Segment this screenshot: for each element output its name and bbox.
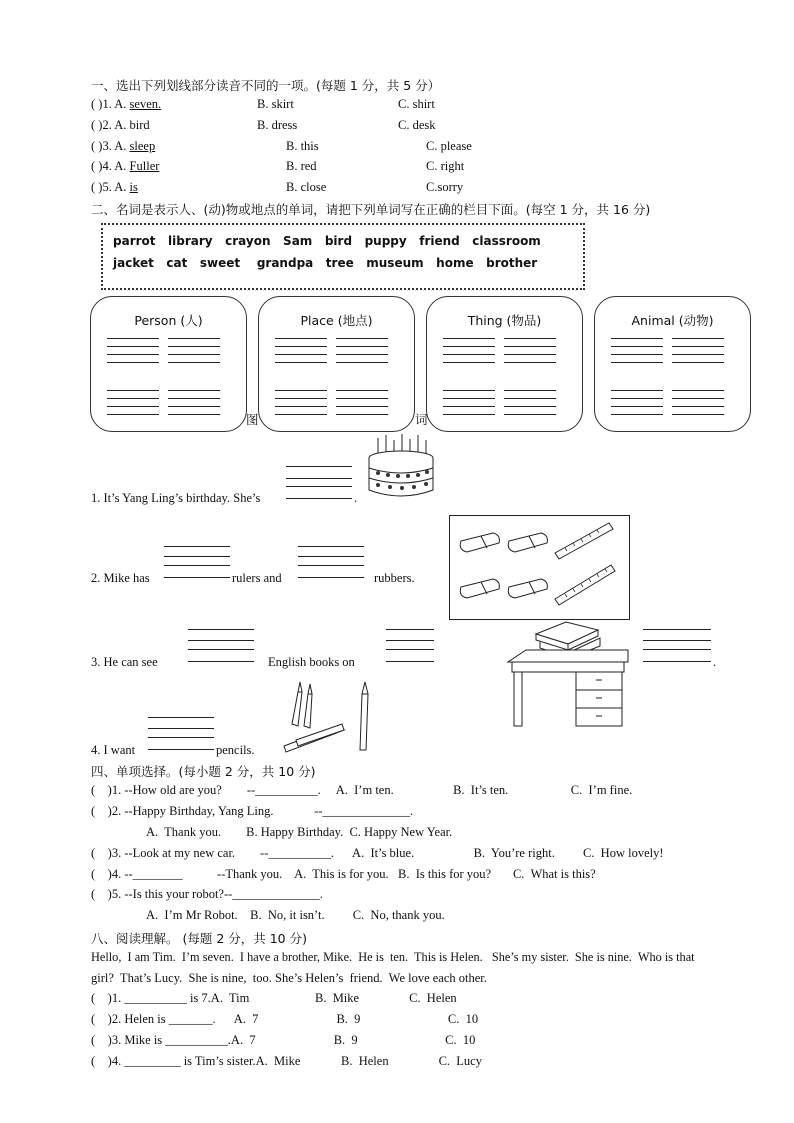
category-write-line[interactable] xyxy=(504,338,556,339)
section5-title: 八、阅读理解。 (每题 2 分，共 10 分) xyxy=(91,931,307,946)
section2-title: 二、名词是表示人、(动)物或地点的单词，请把下列单词写在正确的栏目下面。(每空 1 分，共 16 分) xyxy=(91,202,651,217)
category-write-line[interactable] xyxy=(504,390,556,391)
category-write-line[interactable] xyxy=(443,406,495,407)
category-write-line[interactable] xyxy=(336,398,388,399)
category-write-line[interactable] xyxy=(336,362,388,363)
q5-2: ( )2. Helen is _______. A. 7 B. 9 C. 10 xyxy=(91,1012,479,1026)
category-write-line[interactable] xyxy=(611,338,663,339)
q1-4-a: ( )4. A. Fuller xyxy=(91,159,160,173)
q3-3-line-1b[interactable] xyxy=(188,640,254,641)
reading-passage-line2: girl? That’s Lucy. She is nine, too. She’s Helen’s friend. We love each other. xyxy=(91,971,487,985)
q3-3-line-2a[interactable] xyxy=(386,629,434,630)
birthday-cake-image xyxy=(364,432,438,502)
category-write-line[interactable] xyxy=(107,390,159,391)
q4-5: ( )5. --Is this your robot?--______________. xyxy=(91,887,323,901)
q3-1-text: 1. It’s Yang Ling’s birthday. She’s xyxy=(91,491,261,505)
q3-3-line-1a[interactable] xyxy=(188,629,254,630)
q3-2-text-b: rulers and xyxy=(232,571,282,585)
q3-1-line-d[interactable] xyxy=(286,498,352,499)
rubbers-rulers-image xyxy=(449,515,630,620)
category-write-line[interactable] xyxy=(504,354,556,355)
category-write-line[interactable] xyxy=(275,398,327,399)
category-write-line[interactable] xyxy=(443,346,495,347)
q1-4-b: B. red xyxy=(286,159,317,173)
q1-5-b: B. close xyxy=(286,180,327,194)
category-write-line[interactable] xyxy=(168,390,220,391)
desk-books-image xyxy=(506,618,631,728)
q3-3-text-b: English books on xyxy=(268,655,355,669)
category-place-title: Place (地点) xyxy=(300,313,373,328)
q3-2-text-c: rubbers. xyxy=(374,571,415,585)
q1-1-a: ( )1. A. seven. xyxy=(91,97,162,111)
category-write-line[interactable] xyxy=(275,354,327,355)
q1-2-c: C. desk xyxy=(398,118,436,132)
category-write-line[interactable] xyxy=(611,362,663,363)
word-bank-line1: parrot library crayon Sam bird puppy friend classroom xyxy=(113,234,541,248)
category-write-line[interactable] xyxy=(336,354,388,355)
q1-3-c: C. please xyxy=(426,139,472,153)
q4-2: ( )2. --Happy Birthday, Yang Ling. --______________. xyxy=(91,804,414,818)
category-write-line[interactable] xyxy=(611,354,663,355)
section3-title-fragment-1: 图 xyxy=(246,412,259,427)
category-write-line[interactable] xyxy=(275,414,327,415)
category-write-line[interactable] xyxy=(336,338,388,339)
category-write-line[interactable] xyxy=(443,338,495,339)
category-animal xyxy=(594,296,751,432)
q1-5-c: C.sorry xyxy=(426,180,464,194)
q3-4-line-c[interactable] xyxy=(148,737,214,738)
q3-2-line-2c[interactable] xyxy=(298,565,364,566)
q3-3-text-a: 3. He can see xyxy=(91,655,158,669)
q3-3-line-2d[interactable] xyxy=(386,661,434,662)
category-write-line[interactable] xyxy=(275,346,327,347)
category-write-line[interactable] xyxy=(336,406,388,407)
category-thing xyxy=(426,296,583,432)
category-write-line[interactable] xyxy=(672,338,724,339)
q3-1-line-a[interactable] xyxy=(286,466,352,467)
category-person xyxy=(90,296,247,432)
q1-1-b: B. skirt xyxy=(257,97,294,111)
q3-1-end: . xyxy=(354,491,358,505)
section4-title: 四、单项选择。(每小题 2 分，共 10 分) xyxy=(91,764,316,779)
q3-2-line-1d[interactable] xyxy=(164,577,230,578)
category-write-line[interactable] xyxy=(275,406,327,407)
q4-3: ( )3. --Look at my new car. --__________. A. It’s blue. B. You’re right. C. How lovely! xyxy=(91,846,664,860)
q3-3-line-3b[interactable] xyxy=(643,640,711,641)
category-write-line[interactable] xyxy=(336,390,388,391)
section3-title-fragment-2: 词 xyxy=(415,412,428,427)
q4-4: ( )4. --________ --Thank you. A. This is for you. B. Is this for you? C. What is this? xyxy=(91,867,596,881)
category-write-line[interactable] xyxy=(275,338,327,339)
q3-4-line-a[interactable] xyxy=(148,717,214,718)
q3-2-line-2d[interactable] xyxy=(298,577,364,578)
category-person-title: Person (人) xyxy=(134,313,203,328)
category-write-line[interactable] xyxy=(336,346,388,347)
category-write-line[interactable] xyxy=(672,362,724,363)
category-write-line[interactable] xyxy=(504,346,556,347)
q3-2-line-1a[interactable] xyxy=(164,546,230,547)
category-thing-title: Thing (物品) xyxy=(467,313,542,328)
category-write-line[interactable] xyxy=(107,338,159,339)
q3-2-line-1c[interactable] xyxy=(164,565,230,566)
q3-2-line-2a[interactable] xyxy=(298,546,364,547)
category-write-line[interactable] xyxy=(504,362,556,363)
q3-3-line-3a[interactable] xyxy=(643,629,711,630)
word-bank-line2: jacket cat sweet grandpa tree museum home brother xyxy=(113,256,538,270)
category-write-line[interactable] xyxy=(168,346,220,347)
category-write-line[interactable] xyxy=(443,390,495,391)
category-write-line[interactable] xyxy=(504,398,556,399)
q3-4-text-b: pencils. xyxy=(216,743,255,757)
q1-2-b: B. dress xyxy=(257,118,298,132)
category-write-line[interactable] xyxy=(443,414,495,415)
q5-3: ( )3. Mike is __________.A. 7 B. 9 C. 10 xyxy=(91,1033,476,1047)
category-write-line[interactable] xyxy=(672,346,724,347)
section1-title: 一、选出下列划线部分读音不同的一项。(每题 1 分，共 5 分） xyxy=(91,78,441,93)
q3-3-line-3d[interactable] xyxy=(643,661,711,662)
q4-1: ( )1. --How old are you? --__________. A. I’m ten. B. It’s ten. C. I’m fine. xyxy=(91,783,633,797)
category-write-line[interactable] xyxy=(443,354,495,355)
q3-1-line-b[interactable] xyxy=(286,478,352,479)
q3-3-line-1c[interactable] xyxy=(188,649,254,650)
q3-3-line-2c[interactable] xyxy=(386,649,434,650)
category-place xyxy=(258,296,415,432)
q3-3-text-c: . xyxy=(713,655,717,669)
category-write-line[interactable] xyxy=(611,406,663,407)
q5-4: ( )4. _________ is Tim’s sister.A. Mike B. Helen C. Lucy xyxy=(91,1054,482,1068)
q1-3-b: B. this xyxy=(286,139,319,153)
q3-4-line-d[interactable] xyxy=(148,749,214,750)
category-write-line[interactable] xyxy=(336,414,388,415)
category-write-line[interactable] xyxy=(504,406,556,407)
category-write-line[interactable] xyxy=(611,346,663,347)
word-bank xyxy=(101,223,585,290)
q3-2-line-1b[interactable] xyxy=(164,556,230,557)
category-write-line[interactable] xyxy=(168,354,220,355)
q3-1-line-c[interactable] xyxy=(286,486,352,487)
category-write-line[interactable] xyxy=(168,338,220,339)
pencils-image xyxy=(282,680,378,756)
category-write-line[interactable] xyxy=(107,398,159,399)
category-write-line[interactable] xyxy=(672,354,724,355)
q3-4-text-a: 4. I want xyxy=(91,743,136,757)
q1-3-a: ( )3. A. sleep xyxy=(91,139,156,153)
q1-1-c: C. shirt xyxy=(398,97,435,111)
q3-2-text-a: 2. Mike has xyxy=(91,571,150,585)
category-write-line[interactable] xyxy=(107,362,159,363)
category-write-line[interactable] xyxy=(168,406,220,407)
category-write-line[interactable] xyxy=(611,414,663,415)
category-write-line[interactable] xyxy=(611,398,663,399)
category-write-line[interactable] xyxy=(107,346,159,347)
q1-2-a: ( )2. A. bird xyxy=(91,118,150,132)
category-write-line[interactable] xyxy=(443,362,495,363)
q1-5-a: ( )5. A. is xyxy=(91,180,138,194)
category-write-line[interactable] xyxy=(107,406,159,407)
category-write-line[interactable] xyxy=(672,414,724,415)
category-write-line[interactable] xyxy=(275,362,327,363)
q3-3-line-3c[interactable] xyxy=(643,649,711,650)
q3-4-line-b[interactable] xyxy=(148,728,214,729)
category-write-line[interactable] xyxy=(168,398,220,399)
q4-5-options: A. I’m Mr Robot. B. No, it isn’t. C. No, thank you. xyxy=(146,908,445,922)
category-write-line[interactable] xyxy=(672,406,724,407)
category-write-line[interactable] xyxy=(168,414,220,415)
q3-3-line-1d[interactable] xyxy=(188,661,254,662)
category-write-line[interactable] xyxy=(672,398,724,399)
q4-2-options: A. Thank you. B. Happy Birthday. C. Happy New Year. xyxy=(146,825,453,839)
q5-1: ( )1. __________ is 7.A. Tim B. Mike C. Helen xyxy=(91,991,457,1005)
reading-passage-line1: Hello, I am Tim. I’m seven. I have a brother, Mike. He is ten. This is Helen. She’s my sister. She is nine. Who is that xyxy=(91,950,695,964)
category-write-line[interactable] xyxy=(107,354,159,355)
category-write-line[interactable] xyxy=(611,390,663,391)
category-animal-title: Animal (动物) xyxy=(631,313,714,328)
category-write-line[interactable] xyxy=(443,398,495,399)
category-write-line[interactable] xyxy=(504,414,556,415)
category-write-line[interactable] xyxy=(672,390,724,391)
q3-2-line-2b[interactable] xyxy=(298,556,364,557)
q3-3-line-2b[interactable] xyxy=(386,640,434,641)
category-write-line[interactable] xyxy=(107,414,159,415)
category-write-line[interactable] xyxy=(275,390,327,391)
q1-4-c: C. right xyxy=(426,159,465,173)
category-write-line[interactable] xyxy=(168,362,220,363)
